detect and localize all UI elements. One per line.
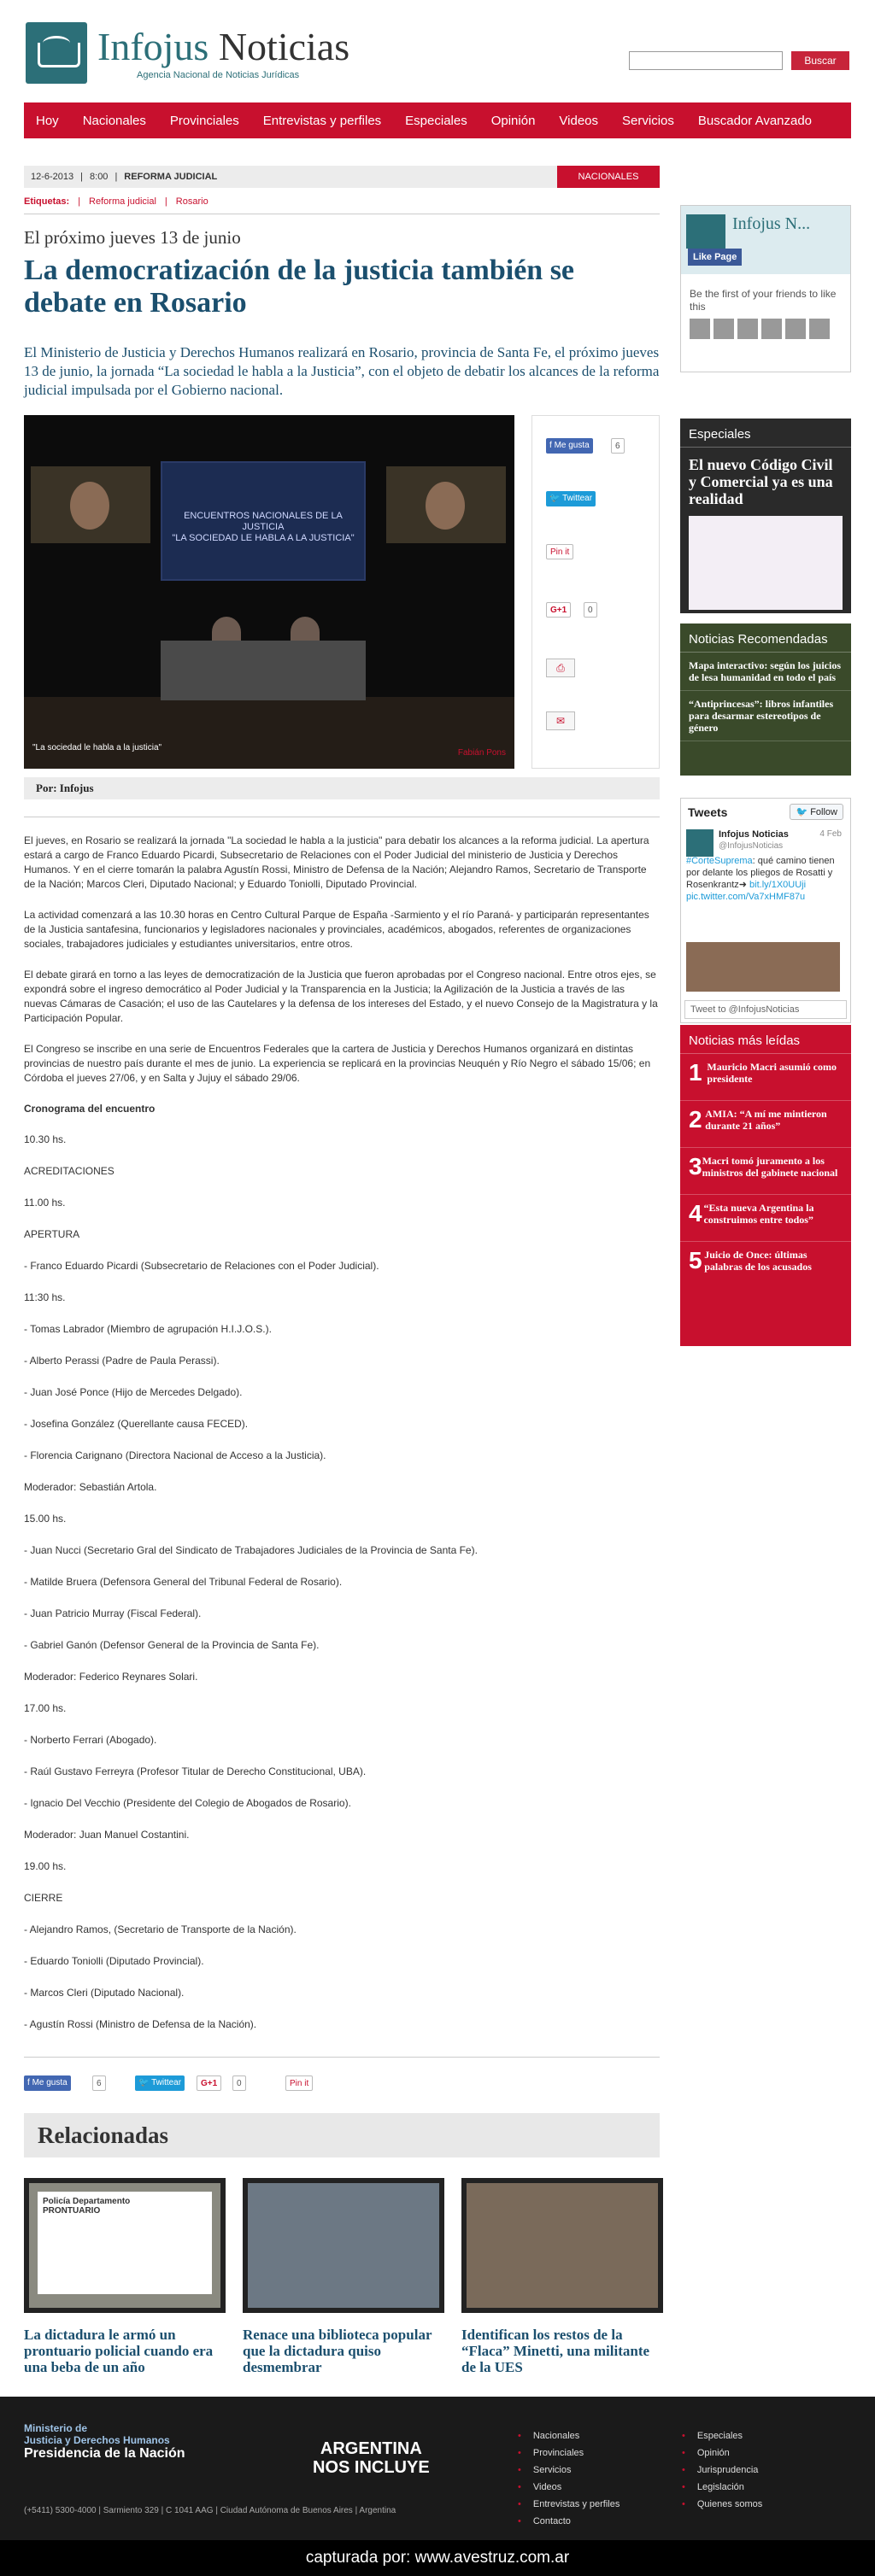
article-meta: 12-6-2013 | 8:00 | REFORMA JUDICIAL [24,166,660,188]
friend-avatar [690,319,710,339]
logo-subtitle: Agencia Nacional de Noticias Jurídicas [137,70,300,80]
schedule-line: - Tomas Labrador (Miembro de agrupación H.I.J.O.S.). [24,1323,272,1335]
schedule-line: - Franco Eduardo Picardi (Subsecretario de Relaciones con el Poder Judicial). [24,1260,379,1272]
schedule-line: - Juan José Ponce (Hijo de Mercedes Delgado). [24,1386,243,1398]
side-screen [31,466,150,543]
slogan-logo: ARGENTINA NOS INCLUYE [313,2439,430,2477]
schedule-line: - Florencia Carignano (Directora Nacional de Acceso a la Justicia). [24,1449,326,1461]
schedule-title: Cronograma del encuentro [24,1103,156,1115]
schedule-line: - Juan Patricio Murray (Fiscal Federal). [24,1607,202,1619]
nav-item-hoy[interactable]: Hoy [36,113,59,128]
tweet-text: #CorteSuprema: qué camino tienen por delante los pliegos de Rosatti y Rosenkrantz➜ bit.ly/1X0UUji pic.twitter.com/Va7xHMF87u [686,856,835,902]
leidas-item[interactable]: 1 Mauricio Macri asumió como presidente [680,1054,851,1101]
search-button[interactable]: Buscar [791,51,849,70]
bottom-share [24,2075,366,2093]
recomendadas-title: Noticias Recomendadas [680,624,851,653]
tweet-button[interactable]: 🐦 Twittear [135,2075,185,2091]
main-nav [24,102,851,138]
like-count: 6 [611,438,625,454]
footer-link[interactable]: • Especiales [682,2427,762,2444]
especiales-image[interactable] [689,516,843,610]
like-count: 6 [92,2075,106,2091]
page-avatar [686,214,725,249]
schedule-line: - Eduardo Toniolli (Diputado Provincial). [24,1955,204,1967]
leidas-item[interactable]: 2 AMIA: “A mí me mintieron durante 21 años” [680,1101,851,1148]
leidas-panel [680,1025,851,1346]
nav-item-especiales[interactable]: Especiales [405,113,467,128]
friend-avatar [761,319,782,339]
schedule-list [24,1133,660,2032]
schedule-line: Moderador: Federico Reynares Solari. [24,1671,198,1683]
print-icon[interactable]: ⎙ [546,659,575,677]
tweet-to-input[interactable]: Tweet to @InfojusNoticias [684,1000,847,1019]
fb-page-name[interactable]: Infojus N... [732,214,811,233]
gplus-count: 0 [232,2075,246,2091]
capture-credit: capturada por: www.avestruz.com.ar [0,2540,875,2576]
schedule-line: 10.30 hs. [24,1133,67,1145]
friend-avatar [785,319,806,339]
friend-avatar [714,319,734,339]
related-header: Relacionadas [24,2113,660,2157]
schedule-line: - Gabriel Ganón (Defensor General de la Provincia de Santa Fe). [24,1639,320,1651]
article-time: 8:00 [90,172,109,182]
leidas-item[interactable]: 4 “Esta nueva Argentina la construimos entre todos” [680,1195,851,1242]
tags: Etiquetas: | Reforma judicial | Rosario [24,196,208,207]
related-title[interactable]: Renace una biblioteca popular que la dictadura quiso desmembrar [243,2327,432,2375]
schedule-line: 19.00 hs. [24,1860,67,1872]
twitter-icon: 🐦 [549,494,563,503]
side-screen [386,466,506,543]
schedule-line: - Alberto Perassi (Padre de Paula Perassi). [24,1355,220,1367]
nav-item-opinion[interactable]: Opinión [490,113,536,128]
schedule-line: 11.00 hs. [24,1197,66,1209]
twitter-widget [680,798,851,1023]
twitter-icon: 🐦 [138,2078,152,2087]
follow-button[interactable]: 🐦 Follow [790,804,843,820]
footer-link[interactable]: • Opinión [682,2444,762,2462]
related-title[interactable]: Identifican los restos de la “Flaca” Minetti, una militante de la UES [461,2327,650,2375]
paragraph: La actividad comenzará a las 10.30 horas en Centro Cultural Parque de España -Sarmiento y el río Paraná- y participarán representantes de la Justicia santafesina, funcionarios y legisladores nacionales y provinciales, académicos, abogados, referentes de organizaciones sociales, trabajadores judiciales y estudiantes universitarios, entre otros. [24,909,649,950]
schedule-line: - Norberto Ferrari (Abogado). [24,1734,157,1746]
book-logo-icon [26,22,87,84]
nav-item-entrevistas[interactable]: Entrevistas y perfiles [262,113,382,128]
leidas-item[interactable]: 3 Macri tomó juramento a los ministros del gabinete nacional [680,1148,851,1195]
nav-item-nacionales[interactable]: Nacionales [82,113,146,128]
schedule-line: - Alejandro Ramos, (Secretario de Transporte de la Nación). [24,1923,297,1935]
site-logo[interactable] [26,22,350,84]
related-title[interactable]: La dictadura le armó un prontuario policial cuando era una beba de un año [24,2327,214,2375]
tag-link[interactable]: Rosario [175,196,208,207]
center-screen: ENCUENTROS NACIONALES DE LA JUSTICIA "LA SOCIEDAD LE HABLA A LA JUSTICIA" [161,461,366,581]
article-section[interactable]: REFORMA JUDICIAL [124,172,218,182]
paragraph: El debate girará en torno a las leyes de democratización de la Justicia que fueron aprobadas por el Congreso nacional. Entre otros ejes, se expondrá sobre el ingreso democrático al Poder Judicial y la Transparencia en la Justicia; la Agilización de la Justicia a través de las nuevas Cámaras de Casación; el uso de las Cautelares y la defensa de los intereses del Estado, y el nuevo Consejo de la Magistratura y la Participación Popular. [24,969,658,1024]
friend-avatar [809,319,830,339]
fb-text: Be the first of your friends to like this [690,288,837,313]
category-badge[interactable]: NACIONALES [557,166,660,188]
schedule-line: Moderador: Juan Manuel Costantini. [24,1829,190,1841]
nav-item-videos[interactable]: Videos [559,113,599,128]
article-photo[interactable] [24,415,514,769]
friend-avatar [737,319,758,339]
article-body [24,834,660,2049]
tags-label: Etiquetas: [24,196,70,207]
fb-like-page-button[interactable]: Like Page [688,249,742,266]
schedule-line: CIERRE [24,1892,63,1904]
gplus-count: 0 [584,602,597,618]
footer-link[interactable]: • Videos [518,2479,620,2496]
recomendadas-panel [680,624,851,776]
tweets-title: Tweets [688,805,728,819]
photo-credit: Fabián Pons [457,748,506,758]
recomendada-item[interactable]: Mapa interactivo: según los juicios de lesa humanidad en todo el país [680,653,851,691]
especiales-title: Especiales [680,419,851,448]
facebook-widget [680,205,851,372]
search-input[interactable] [629,51,783,70]
footer-link[interactable]: • Legislación [682,2479,762,2496]
schedule-line: - Raúl Gustavo Ferreyra (Profesor Titular de Derecho Constitucional, UBA). [24,1765,367,1777]
ministry-logo[interactable]: Ministerio de Justicia y Derechos Humanos Presidencia de la Nación [24,2422,185,2461]
footer-link[interactable]: • Servicios [518,2462,620,2479]
pinterest-button[interactable]: Pin it [546,544,573,559]
pinterest-button[interactable]: Pin it [285,2075,313,2091]
footer [0,2397,875,2576]
twitter-icon: 🐦 [796,807,811,817]
logo-title: Infojus Noticias [97,25,350,68]
facebook-like-button[interactable]: f Me gusta [546,438,593,454]
tweet-handle: @InfojusNoticias [719,841,784,851]
facebook-icon: f [549,441,555,450]
schedule-line: APERTURA [24,1228,80,1240]
tag-link[interactable]: Reforma judicial [89,196,156,207]
related-image[interactable] [461,2178,663,2313]
facebook-icon: f [27,2078,32,2087]
especiales-panel [680,419,851,613]
facebook-like-button[interactable]: f Me gusta [24,2075,71,2091]
nav-item-buscador[interactable]: Buscador Avanzado [697,113,813,128]
paragraph: El jueves, en Rosario se realizará la jornada "La sociedad le habla a la justicia" para debatir los alcances a la reforma judicial. La apertura estará a cargo de Franco Eduardo Picardi, Subsecretario de Relaciones con el Poder Judicial del ministerio de Justicia y Derechos Humanos. Y en el cierre tomarán la palabra Agustín Rossi, Ministro de Defensa de la Nación; Alejandro Ramos, Secretario de Transporte de la Nación; Marcos Cleri, Diputado Nacional; y Eduardo Toniolli, Diputado Provincial. [24,834,649,890]
schedule-line: Moderador: Sebastián Artola. [24,1481,157,1493]
especiales-headline[interactable]: El nuevo Código Civil y Comercial ya es una realidad [689,456,833,507]
leidas-item[interactable]: 5 Juicio de Once: últimas palabras de los acusados [689,1247,812,1273]
tweet-avatar [686,829,714,857]
recomendada-item[interactable]: “Antiprincesas”: libros infantiles para desarmar estereotipos de género [680,691,851,741]
schedule-line: 11:30 hs. [24,1291,66,1303]
share-panel [531,415,660,769]
nav-item-provinciales[interactable]: Provinciales [169,113,239,128]
related-image[interactable]: Policía Departamento PRONTUARIO [24,2178,226,2313]
gplus-button[interactable]: G+1 [546,602,571,618]
related-image[interactable] [243,2178,444,2313]
tweet-user[interactable]: Infojus Noticias [719,829,789,840]
footer-address: (+5411) 5300-4000 | Sarmiento 329 | C 1041 AAG | Ciudad Autónoma de Buenos Aires | Argentina [24,2506,396,2515]
footer-link[interactable]: • Entrevistas y perfiles [518,2496,620,2513]
leidas-title: Noticias más leídas [680,1025,851,1054]
footer-link[interactable]: • Jurisprudencia [682,2462,762,2479]
footer-link[interactable]: • Nacionales [518,2427,620,2444]
schedule-line: - Matilde Bruera (Defensora General del Tribunal Federal de Rosario). [24,1576,343,1588]
byline: Por: Infojus [24,777,660,799]
schedule-line: 15.00 hs. [24,1513,67,1525]
email-icon[interactable]: ✉ [546,711,575,730]
paragraph: El Congreso se inscribe en una serie de Encuentros Federales que la cartera de Justicia y Derechos Humanos organizará en distintas provincias de nuestro país durante el mes de junio. La experiencia se replicará en la provincias Neuquén y Río Negro el sábado 15/06; en Córdoba el jueves 27/06, y en Salta y Jujuy el sábado 29/06. [24,1043,651,1084]
footer-links-col2 [682,2427,762,2513]
article-date: 12-6-2013 [31,172,74,182]
schedule-line: - Marcos Cleri (Diputado Nacional). [24,1987,185,1999]
schedule-line: - Ignacio Del Vecchio (Presidente del Colegio de Abogados de Rosario). [24,1797,351,1809]
article-headline: La democratización de la justicia también se debate en Rosario [24,255,575,319]
tweet-date: 4 Feb [819,829,842,839]
gplus-button[interactable]: G+1 [197,2075,221,2091]
schedule-line: ACREDITACIONES [24,1165,115,1177]
schedule-line: 17.00 hs. [24,1702,67,1714]
divider [24,2057,660,2058]
tweet-image[interactable] [686,942,840,992]
footer-link[interactable]: • Provinciales [518,2444,620,2462]
footer-links-col1 [518,2427,620,2530]
footer-link[interactable]: • Quienes somos [682,2496,762,2513]
tweet-button[interactable]: 🐦 Twittear [546,491,596,506]
schedule-line: - Juan Nucci (Secretario Gral del Sindicato de Trabajadores Judiciales de la Provincia de Santa Fe). [24,1544,478,1556]
nav-item-servicios[interactable]: Servicios [622,113,674,128]
schedule-line: - Agustín Rossi (Ministro de Defensa de la Nación). [24,2018,257,2030]
footer-link[interactable]: • Contacto [518,2513,620,2530]
photo-caption: "La sociedad le habla a la justicia" [32,743,162,752]
schedule-line: - Josefina González (Querellante causa FECED). [24,1418,249,1430]
article-lead: El Ministerio de Justicia y Derechos Humanos realizará en Rosario, provincia de Santa Fe, el próximo jueves 13 de junio, la jornada “La sociedad le habla a la Justicia”, con el objeto de debatir los alcances de la reforma judicial impulsada por el Gobierno nacional. [24,344,660,398]
article-kicker: El próximo jueves 13 de junio [24,227,241,248]
